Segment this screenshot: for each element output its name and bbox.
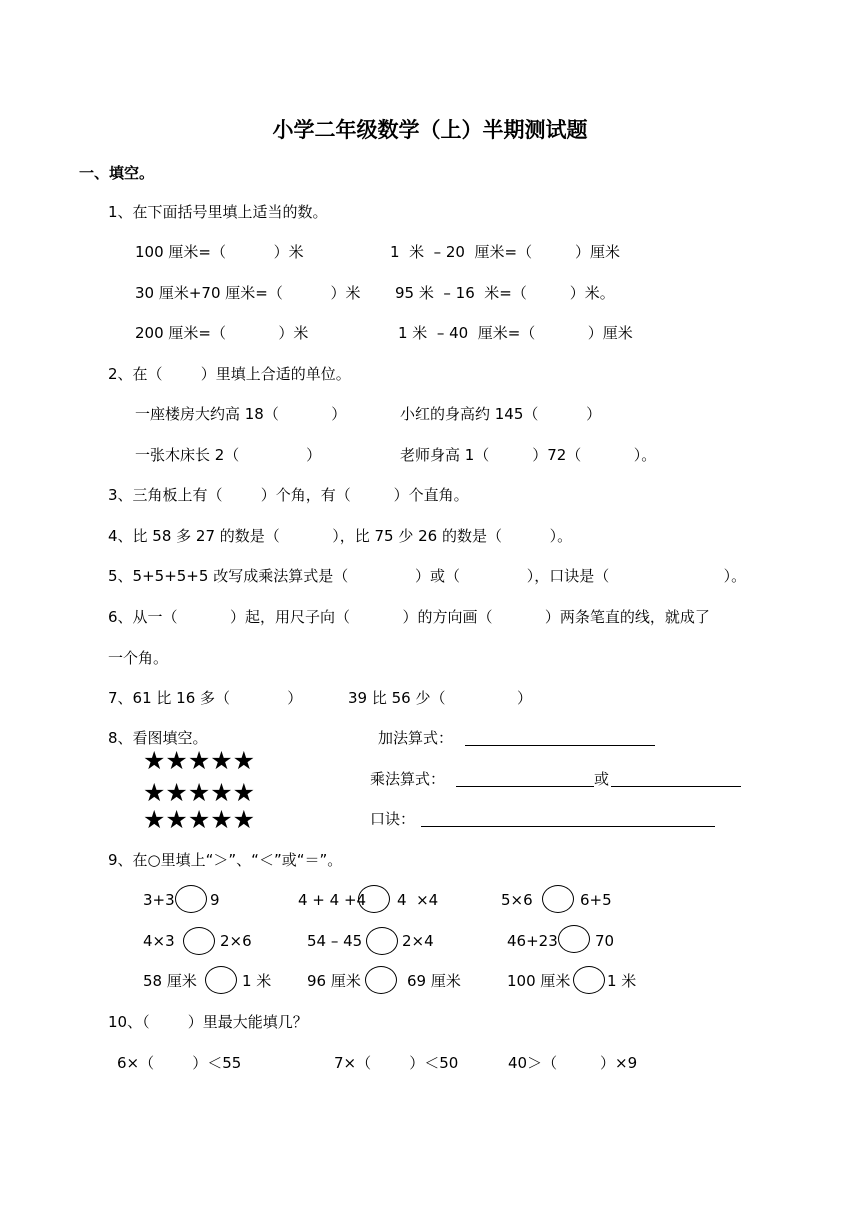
q1-item: 1 米 – 40 厘米=（ ）厘米: [398, 324, 633, 342]
q1-item: 100 厘米=（ ）米: [135, 243, 304, 261]
compare-circle[interactable]: [542, 885, 574, 913]
compare-left: 5×6: [501, 891, 533, 909]
compare-circle[interactable]: [358, 885, 390, 913]
compare-left: 58 厘米: [143, 972, 197, 990]
question-10-stem: 10、（ ）里最大能填几？: [108, 1013, 308, 1031]
or-label: 或: [594, 770, 610, 788]
compare-right: 69 厘米: [407, 972, 461, 990]
rhyme-label: 口诀：: [370, 810, 416, 828]
multiplication-answer-line-2[interactable]: [611, 786, 741, 787]
q2-item: 一座楼房大约高 18（ ）: [135, 405, 347, 423]
compare-circle[interactable]: [573, 966, 605, 994]
question-7b: 39 比 56 少（ ）: [348, 689, 532, 707]
page-title: 小学二年级数学（上）半期测试题: [272, 118, 588, 142]
question-1-stem: 1、在下面括号里填上适当的数。: [108, 203, 328, 221]
question-8-stem: 8、看图填空。: [108, 729, 208, 747]
question-6-line2: 一个角。: [108, 649, 169, 667]
q10-item: 40＞（ ）×9: [508, 1054, 638, 1072]
compare-circle[interactable]: [183, 927, 215, 955]
compare-right: 9: [210, 891, 220, 909]
compare-right: 2×6: [220, 932, 252, 950]
question-6-line1: 6、从一（ ）起，用尺子向（ ）的方向画（ ）两条笔直的线，就成了: [108, 608, 710, 626]
q2-item: 老师身高 1（ ）72（ ）。: [400, 446, 657, 464]
star-row: ★★★★★: [143, 778, 256, 807]
compare-right: 2×4: [402, 932, 434, 950]
question-4: 4、比 58 多 27 的数是（ ），比 75 少 26 的数是（ ）。: [108, 527, 573, 545]
compare-left: 46+23: [507, 932, 558, 950]
compare-left: 3+3: [143, 891, 175, 909]
question-3: 3、三角板上有（ ）个角，有（ ）个直角。: [108, 486, 469, 504]
star-row: ★★★★★: [143, 805, 256, 834]
compare-left: 100 厘米: [507, 972, 571, 990]
section-heading: 一、填空。: [79, 164, 155, 182]
q2-item: 一张木床长 2（ ）: [135, 446, 322, 464]
q1-item: 30 厘米+70 厘米=（ ）米: [135, 284, 361, 302]
compare-right: 70: [595, 932, 615, 950]
multiplication-label: 乘法算式：: [370, 770, 446, 788]
q10-item: 7×（ ）＜50: [334, 1054, 459, 1072]
compare-circle[interactable]: [366, 927, 398, 955]
compare-right: 1 米: [242, 972, 272, 990]
multiplication-answer-line[interactable]: [456, 786, 594, 787]
q2-item: 小红的身高约 145（ ）: [400, 405, 602, 423]
question-2-stem: 2、在（ ）里填上合适的单位。: [108, 365, 351, 383]
question-5: 5、5+5+5+5 改写成乘法算式是（ ）或（ ），口诀是（ ）。: [108, 567, 747, 585]
question-9-stem: 9、在○里填上“＞”、“＜”或“＝”。: [108, 851, 343, 869]
question-7a: 7、61 比 16 多（ ）: [108, 689, 303, 707]
star-row: ★★★★★: [143, 746, 256, 775]
q1-item: 95 米 – 16 米=（ ）米。: [395, 284, 615, 302]
compare-left: 54 – 45: [307, 932, 363, 950]
q10-item: 6×（ ）＜55: [117, 1054, 242, 1072]
compare-circle[interactable]: [175, 885, 207, 913]
addition-answer-line[interactable]: [465, 745, 655, 746]
compare-right: 1 米: [607, 972, 637, 990]
q1-item: 1 米 – 20 厘米=（ ）厘米: [390, 243, 620, 261]
compare-right: 4 ×4: [397, 891, 439, 909]
compare-left: 4 + 4 +4: [298, 891, 367, 909]
compare-circle[interactable]: [205, 966, 237, 994]
compare-left: 4×3: [143, 932, 175, 950]
compare-circle[interactable]: [365, 966, 397, 994]
addition-label: 加法算式：: [378, 729, 454, 747]
compare-left: 96 厘米: [307, 972, 361, 990]
q1-item: 200 厘米=（ ）米: [135, 324, 309, 342]
compare-circle[interactable]: [558, 925, 590, 953]
rhyme-answer-line[interactable]: [421, 826, 715, 827]
compare-right: 6+5: [580, 891, 612, 909]
